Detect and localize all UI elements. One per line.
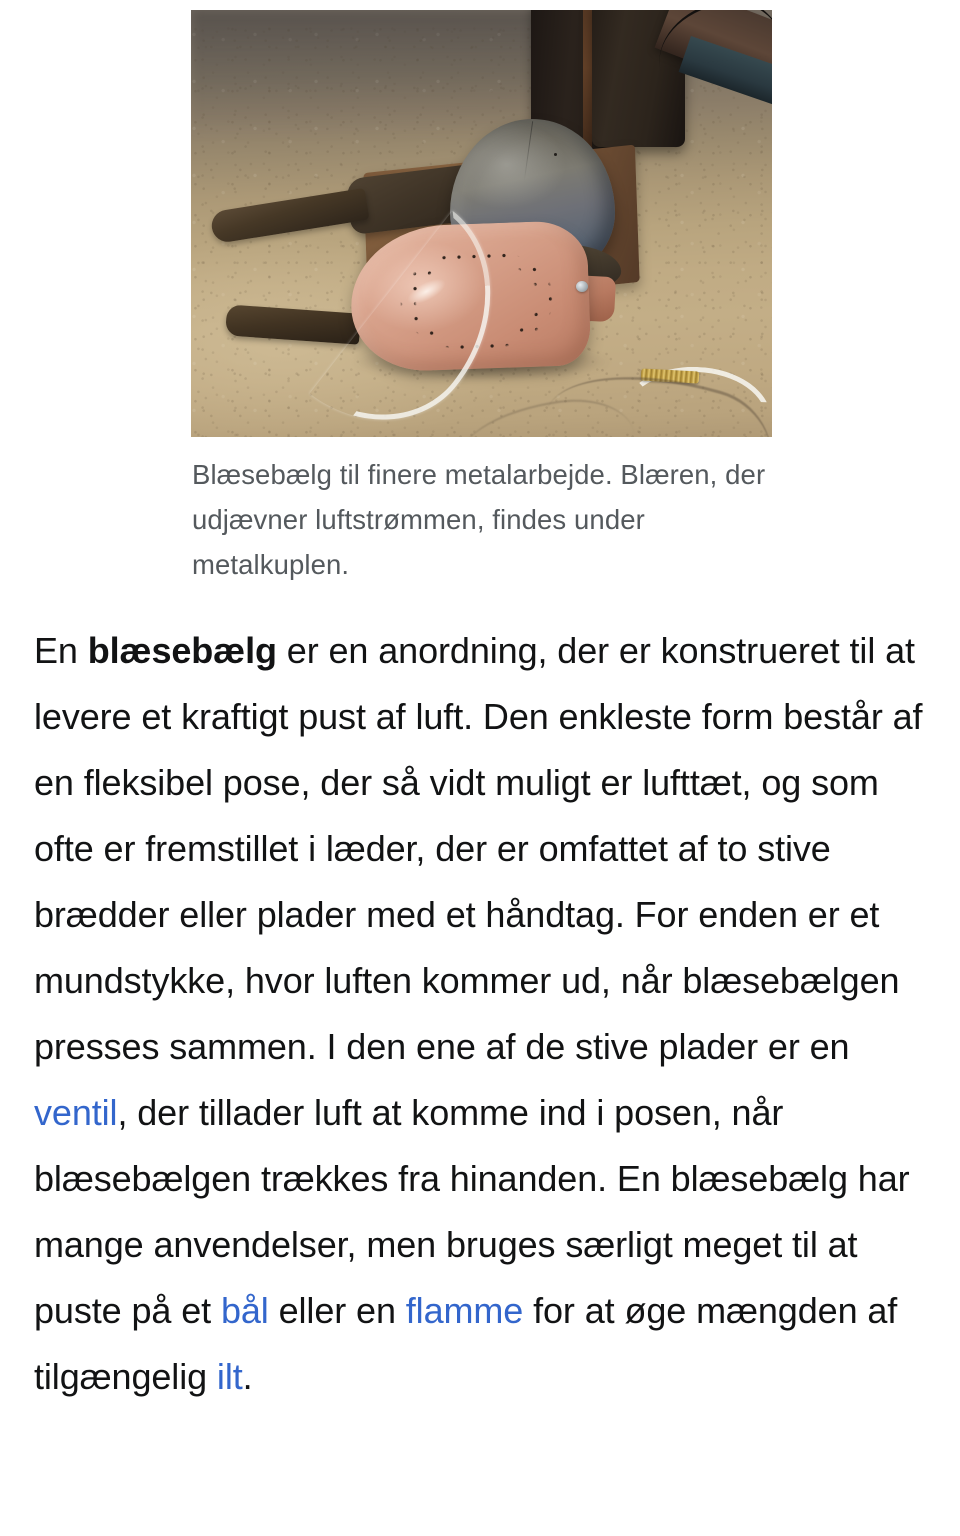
wall-shadow [191, 10, 551, 138]
body-text-part-4: eller en [268, 1290, 406, 1331]
body-text-part-6: . [242, 1356, 253, 1397]
link-ilt[interactable]: ilt [216, 1356, 243, 1397]
body-text-part-1: En [34, 630, 88, 671]
link-ventil[interactable]: ventil [34, 1092, 118, 1133]
tube-clamp [576, 281, 588, 292]
body-text-part-2: er en anordning, der er konstrueret til at levere et kraftigt pust af luft. Den enkleste form består af en fleksibel pose, der så vidt muligt er lufttæt, og som ofte er fremstillet i læder, der er omfattet af to stive brædder eller plader med et håndtag. For enden er et mundstykke, hvor luften kommer ud, når blæsebælgen presses sammen. I den ene af de stive plader er en [34, 630, 923, 1067]
figure-caption: Blæsebælg til finere metalarbejde. Blæren, der udjævner luftstrømmen, findes under metalkuplen. [192, 459, 766, 580]
link-baal[interactable]: bål [220, 1290, 269, 1331]
bellows-photo[interactable] [191, 10, 772, 437]
background-drum-seam [583, 10, 592, 149]
bold-term-blaesebaelg: blæsebælg [87, 630, 277, 671]
metal-dome-speck [554, 153, 557, 156]
article-body [34, 618, 926, 1410]
body-text-part-3: , der tillader luft at komme ind i posen, når blæsebælgen trækkes fra hinanden. En blæsebælg har mange anvendelser, men bruges særligt meget til at puste på et [34, 1092, 910, 1331]
link-flamme[interactable]: flamme [405, 1290, 524, 1331]
body-text-part-5: for at øge mængden af tilgængelig [34, 1290, 898, 1397]
